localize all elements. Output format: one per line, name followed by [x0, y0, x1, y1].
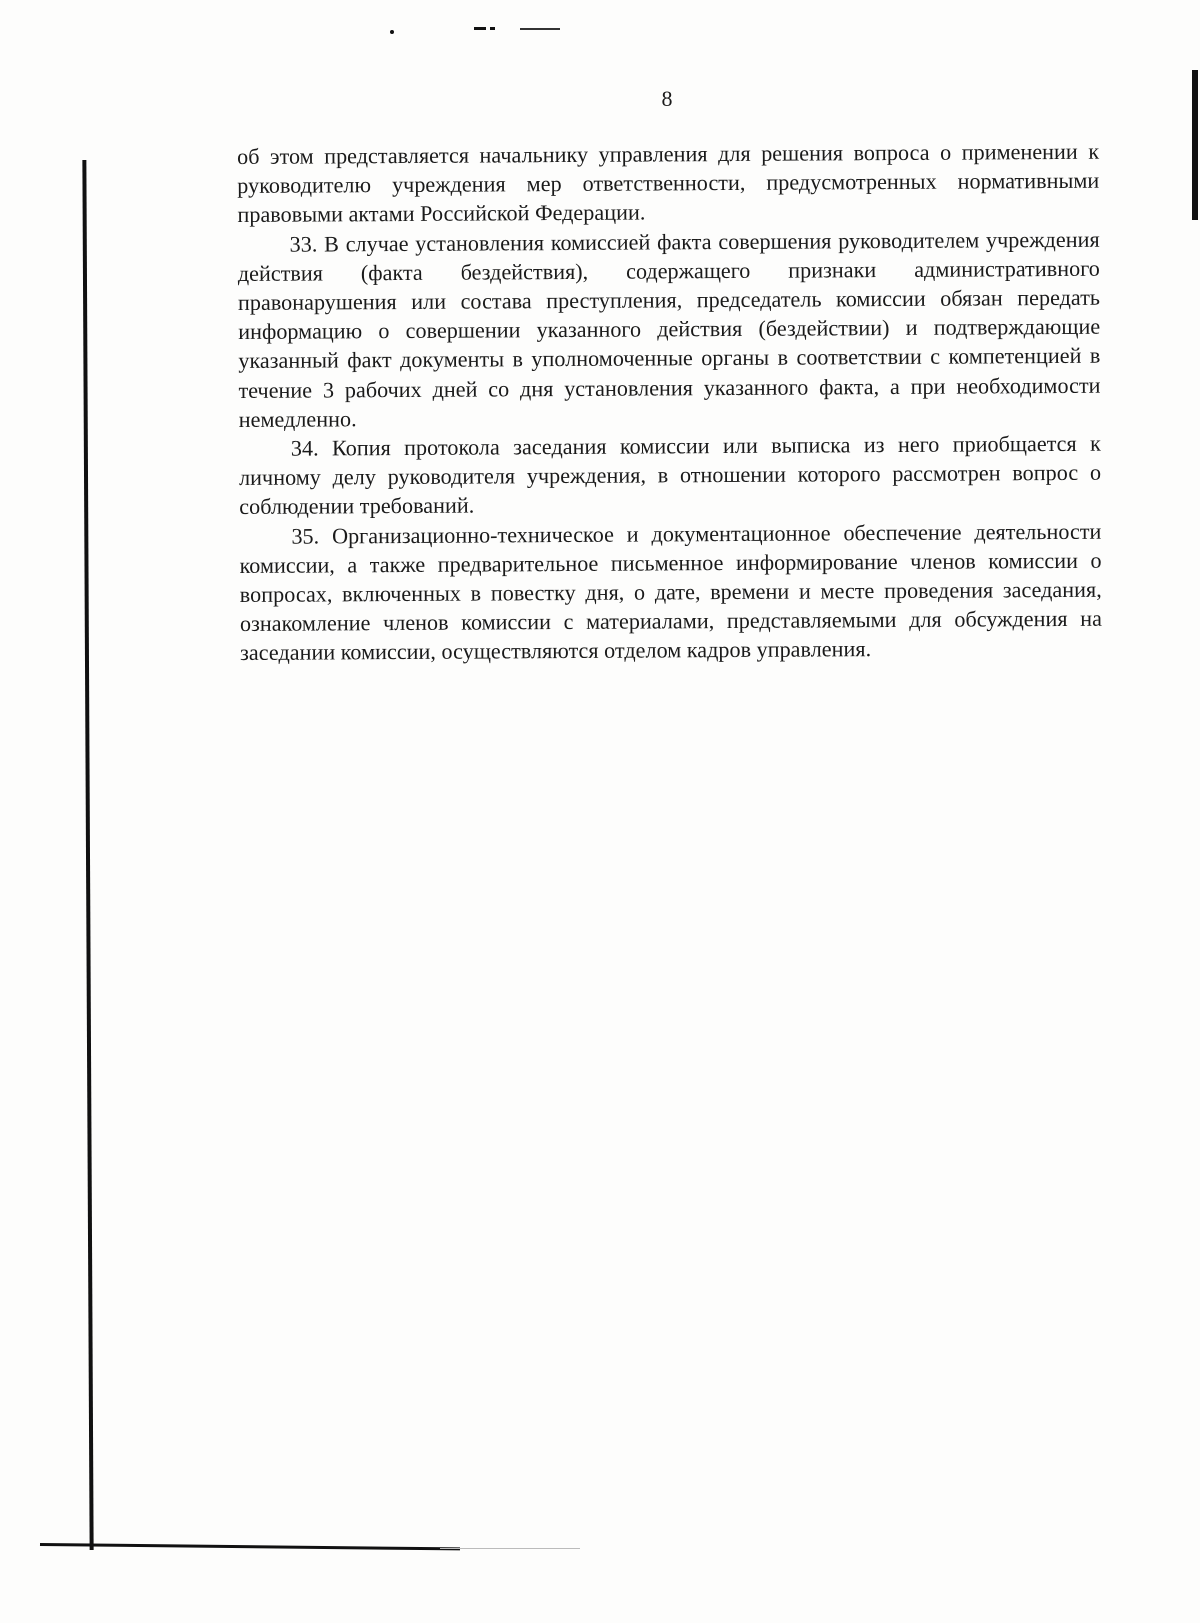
scan-bottom-border-fade — [440, 1548, 580, 1549]
scan-dash — [490, 27, 495, 30]
paragraph-continuation: об этом представляется начальнику управления для решения вопроса о применении к руководителю учреждения мер ответственности, предусмотренных нормативными правовыми актами Российской Федерации. — [237, 138, 1100, 228]
paragraph-34: 34. Копия протокола заседания комиссии или выписка из него приобщается к личному делу руководителя учреждения, в отношении которого рассмотрен вопрос о соблюдении требований. — [238, 430, 1102, 520]
paragraph-33: 33. В случае установления комиссией факта совершения руководителем учреждения действия (факта бездействия), содержащего признаки административного правонарушения или состава преступления, председатель комиссии обязан передать информацию о совершении указанного действия (бездействии) и подтверждающие указанный факт документы в уполномоченные органы в соответствии с компетенцией в течение 3 рабочих дней со дня установления указанного факта, а при необходимости немедленно. — [237, 226, 1101, 432]
scan-dash — [474, 27, 486, 30]
scan-bottom-border — [40, 1543, 460, 1550]
paragraph-35: 35. Организационно-техническое и документационное обеспечение деятельности комиссии, а также предварительное письменное информирование членов комиссии о вопросах, включенных в повестку дня, о дате, времени и месте проведения заседания, ознакомление членов комиссии с материалами, представляемыми для обсуждения на заседании комиссии, осуществляются отделом кадров управления. — [239, 518, 1103, 666]
scan-left-border — [82, 160, 93, 1550]
scan-artifact-marks — [390, 24, 590, 34]
page-number: 8 — [661, 86, 673, 111]
scan-dash — [520, 28, 560, 30]
scan-dot — [390, 30, 394, 34]
document-body — [237, 137, 1102, 668]
